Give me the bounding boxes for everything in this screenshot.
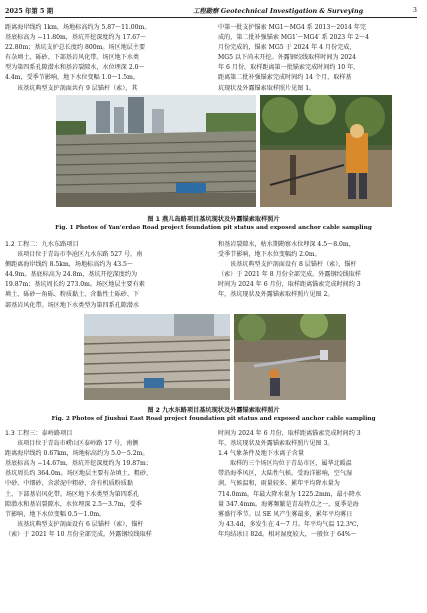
anchor-sampling-photo — [234, 314, 346, 400]
text-line: 基底标高为 −14.67m，基坑开挖深度约为 19.87m； — [5, 460, 152, 468]
text-line: 年，基坑现状及外露锚索取样照片见图 3。 — [218, 440, 334, 448]
text-line: 月份完成的，锚索 MG5 于 2024 年 4 月份完成， — [218, 44, 356, 52]
text-line: 坑现状及外露锚索取样照片见图 1。 — [218, 84, 316, 92]
pit-status-photo — [84, 314, 230, 400]
text-line: 距离海岸线约 0.67km，场地标高约为 5.0～5.2m。 — [5, 450, 149, 458]
text-line: 基底标高为 −11.80m，基坑开挖深度约为 17.67～ — [5, 34, 147, 42]
section-heading-3: 1.3 工程三：泰岭路项目 — [5, 430, 73, 437]
text-line: 型为第四系孔隙潜水和基岩裂隙水，水位埋深 2.0～ — [5, 64, 145, 72]
figure-1-caption-en: Fig. 1 Photos of Yan'erdao Road project foundation pit status and exposed anchor cable sampling — [55, 225, 372, 231]
text-line: 润，气候温和，雨量较多，累年平均降水量为 — [218, 480, 340, 488]
text-column-right-2 — [218, 240, 417, 301]
header-rule — [5, 17, 417, 18]
text-line: 年均结冰日 82d。相对湿度较大，一般位于 64%～ — [218, 530, 357, 538]
text-line: 该基坑典型支护剖面设有 8 层锚杆（索），锚杆 — [230, 261, 357, 269]
figure-1 — [56, 95, 392, 207]
text-line: 该基坑典型支护剖面共有 9 层锚杆（索），其 — [17, 84, 138, 92]
text-line: 填土、砾砂～角砾、粉质黏土、含黏性土砾砂、下 — [5, 291, 140, 299]
text-line: （索）于 2021 年 8 月份全部完成。外露钢绞线取样 — [218, 271, 361, 279]
text-line: 年，基坑现状及外露锚索取样照片见图 2。 — [218, 291, 334, 299]
text-line: 22.80m；基坑支护总长度约 800m。场区地层主要 — [5, 44, 146, 52]
text-column-left-2 — [5, 240, 204, 311]
text-line: 量 347.4mm。海雾频繁是青岛特点之一，夏季是海 — [218, 500, 359, 508]
text-line: 取样的三个场区均位于青岛市区，属华北暖温 — [230, 460, 352, 468]
text-line: 19.87m；基坑周长约 273.0m。场区地层主要有素 — [5, 281, 145, 289]
pit-status-photo — [56, 95, 256, 207]
text-line: 雾盛行季节。以 SE 风产生雾最多，累年平均雾日 — [218, 510, 353, 518]
journal-title: 工程勘察 Geotechnical Investigation & Surveying — [193, 7, 364, 15]
text-line: 44.9m。基底标高为 24.8m，基坑开挖深度约为 — [5, 271, 138, 279]
text-line: 714.0mm，年最大降水量为 1225.2mm，最小降水 — [218, 490, 362, 498]
text-column-right-1 — [218, 23, 417, 94]
issue-label: 2025 年第 5 期 — [5, 7, 54, 15]
text-line: 带沿海季风区，大陆性气候。受海洋影响，空气湿 — [218, 470, 353, 478]
text-line: 有杂填土、砾砂、下部基岩风化带。场区地下水类 — [5, 54, 140, 62]
text-line: 基坑周长约 364.0m。场区地层主要有杂填土、粗砂、 — [5, 470, 153, 478]
text-line: 土、下部基岩风化带。场区地下水类型为第四系孔 — [5, 490, 140, 498]
text-line: 该项目位于青岛市崂山区泰岭路 17 号，南侧 — [17, 440, 139, 448]
text-line: 部基岩风化带。场区地下水类型为第四系孔隙潜水 — [5, 301, 140, 309]
text-line: 4.4m，受季节影响，地下水位变幅 1.0～1.5m。 — [5, 74, 139, 82]
figure-1-caption-cn: 图 1 燕儿岛路项目基坑现状及外露锚索取样照片 — [147, 216, 280, 223]
text-line: 该基坑典型支护剖面设有 6 层锚杆（索），锚杆 — [17, 520, 144, 528]
text-line: MG5 以下尚未开挖。外露钢绞线取样时间为 2024 — [218, 54, 356, 62]
text-line: 时间为 2024 年 6 月份，取样距离锚索完成时间约 3 — [218, 281, 361, 289]
text-column-right-3 — [218, 429, 417, 540]
figure-2-caption-en: Fig. 2 Photos of Jiushui East Road project foundation pit status and exposed anchor cable sampling — [51, 416, 376, 422]
text-line: 和基岩裂隙水，枯水期勘察水位埋深 4.5～8.0m， — [218, 241, 355, 248]
text-column-left-1 — [5, 23, 204, 94]
text-line: 隙潜水和基岩裂隙水，水位埋深 2.5～3.7m，受季 — [5, 500, 142, 508]
text-line: 为 43.4d，多发生在 4～7 月。年平均气温 12.3℃， — [218, 520, 363, 528]
anchor-sampling-photo — [260, 95, 392, 207]
text-column-left-3 — [5, 429, 204, 540]
text-line: 节影响，地下水位变幅 0.5～1.0m。 — [5, 510, 106, 518]
text-line: 距离海岸线约 1km，场地标高约为 5.87～11.00m。 — [5, 24, 151, 31]
text-line: 成的，第二批补强锚索 MG1′～MG4′ 系 2023 年 2～4 — [218, 34, 369, 42]
figure-2 — [84, 314, 346, 400]
text-line: 受季节影响，地下水位变幅约 2.0m。 — [218, 251, 321, 259]
text-line: 该项目位于青岛市李沧区九水东路 527 号，南 — [17, 251, 143, 259]
text-line: 中第一批支护锚索 MG1～MG4 系 2013～2014 年完 — [218, 24, 366, 31]
text-line: 距离第二批补强锚索完成时间约 14 个月，取样基 — [218, 74, 352, 82]
text-line: 年 6 月份，取样距离第一批锚索完成时间约 10 年， — [218, 64, 360, 72]
text-line: 时间为 2024 年 6 月份，取样距离锚索完成时间约 3 — [218, 430, 361, 437]
section-heading-4: 1.4 气象条件及地下水离子含量 — [218, 450, 305, 458]
page-number: 3 — [412, 6, 417, 14]
text-line: 侧距离海岸线约 8.5km，场地标高约为 43.5～ — [5, 261, 134, 269]
text-line: （索）于 2021 年 10 月份全部完成。外露钢绞线取样 — [5, 530, 152, 538]
section-heading-2: 1.2 工程二：九水东路项目 — [5, 241, 79, 248]
text-line: 中砂、中细砂、含淤泥中粗砂、含有机质粉质黏 — [5, 480, 133, 488]
figure-2-caption-cn: 图 2 九水东路项目基坑现状及外露锚索取样照片 — [147, 407, 280, 414]
